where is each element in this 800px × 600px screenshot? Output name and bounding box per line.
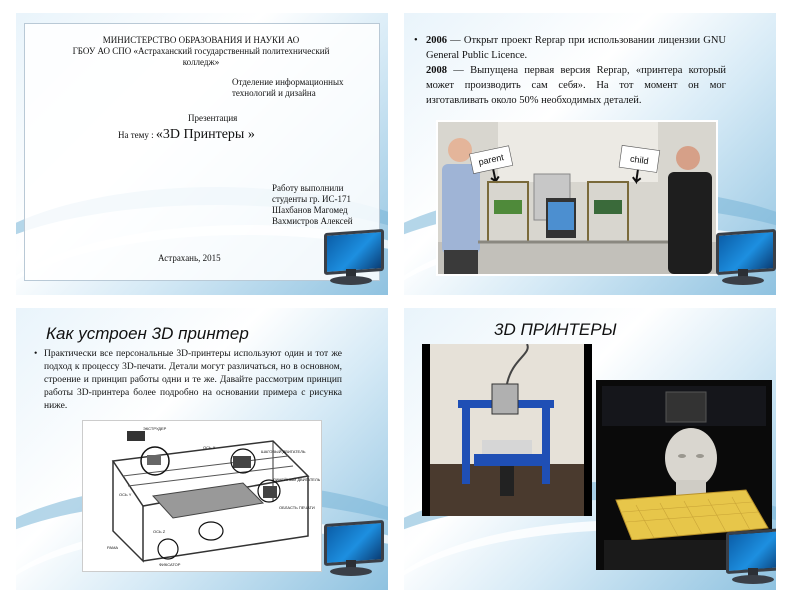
label-linear-motor: ЛИНЕЙНЫЙ ДВИГАТЕЛЬ <box>273 477 321 482</box>
desktop-printer-photo <box>422 344 592 516</box>
monitor-icon <box>722 528 776 586</box>
monitor-icon <box>320 229 382 287</box>
slide-title: Как устроен 3D принтер <box>46 324 249 343</box>
department-line2: технологий и дизайна <box>232 88 316 98</box>
reprap-photo <box>436 120 718 276</box>
slide-printers <box>404 308 776 590</box>
label-stepper-motor: ШАГОВЫЙ ДВИГАТЕЛЬ <box>261 449 306 454</box>
label-frame: РАМА <box>107 545 119 550</box>
monitor-icon <box>320 520 382 578</box>
author-line2: студенты гр. ИС-171 <box>272 194 352 204</box>
slide-structure <box>16 308 388 590</box>
monitor-icon <box>712 229 774 287</box>
history-year: 2006 <box>426 35 447 46</box>
label-print-area: ОБЛАСТЬ ПЕЧАТИ <box>279 505 315 510</box>
city-year: Астрахань, 2015 <box>158 253 221 263</box>
parent-sign-label: parent <box>477 152 505 168</box>
child-sign-label: child <box>629 153 650 167</box>
list-bullet: • <box>34 349 38 359</box>
label-axis-z: ОСЬ Z <box>153 529 166 534</box>
list-bullet: • <box>414 35 418 46</box>
structure-text: Практически все персональные 3D-принтеры используют один и тот же подход к процессу 3D-печати. Детали могут различаться, но в основном, строение и принцип работы одни и те же. Давайте рассмотрим принцип работы 3D-принтера более подробно на основании примера с рисунка ниже. <box>44 349 342 411</box>
history-item-2006 <box>426 33 726 63</box>
structure-description <box>34 348 342 413</box>
history-text: — Выпущена первая версия Reprap, «принтера который может производить сам себя». На тот момент он мог изготавливать около 50% необходимых деталей. <box>426 65 726 106</box>
ministry-text: МИНИСТЕРСТВО ОБРАЗОВАНИЯ И НАУКИ АО <box>102 35 300 45</box>
history-year: 2008 <box>426 65 447 76</box>
slide-title <box>16 13 388 295</box>
author-line4: Вахмистров Алексей <box>272 216 353 226</box>
slide-title: 3D ПРИНТЕРЫ <box>494 320 617 339</box>
department-line1: Отделение информационных <box>232 77 344 87</box>
topic-prefix: На тему : <box>118 130 154 140</box>
college-text: ГБОУ АО СПО «Астраханский государственный политехнический колледж» <box>72 46 330 67</box>
history-item-2008 <box>426 63 726 108</box>
printer-diagram <box>82 420 322 572</box>
topic-title: «3D Принтеры » <box>155 127 255 142</box>
label-axis-y: ОСЬ Y <box>119 492 132 497</box>
label-fixator: ФИКСАТОР <box>159 562 181 567</box>
label-extruder: ЭКСТРУДЕР <box>143 426 167 431</box>
slide-history <box>404 13 776 295</box>
author-line1: Работу выполнили <box>272 183 344 193</box>
history-text: — Открыт проект Reprap при использовании лицензии GNU General Public Licence. <box>426 35 726 61</box>
author-line3: Шахбанов Магомед <box>272 205 348 215</box>
label-axis-x: ОСЬ X <box>203 445 216 450</box>
history-list <box>414 33 726 108</box>
presentation-label: Презентация <box>188 113 238 123</box>
